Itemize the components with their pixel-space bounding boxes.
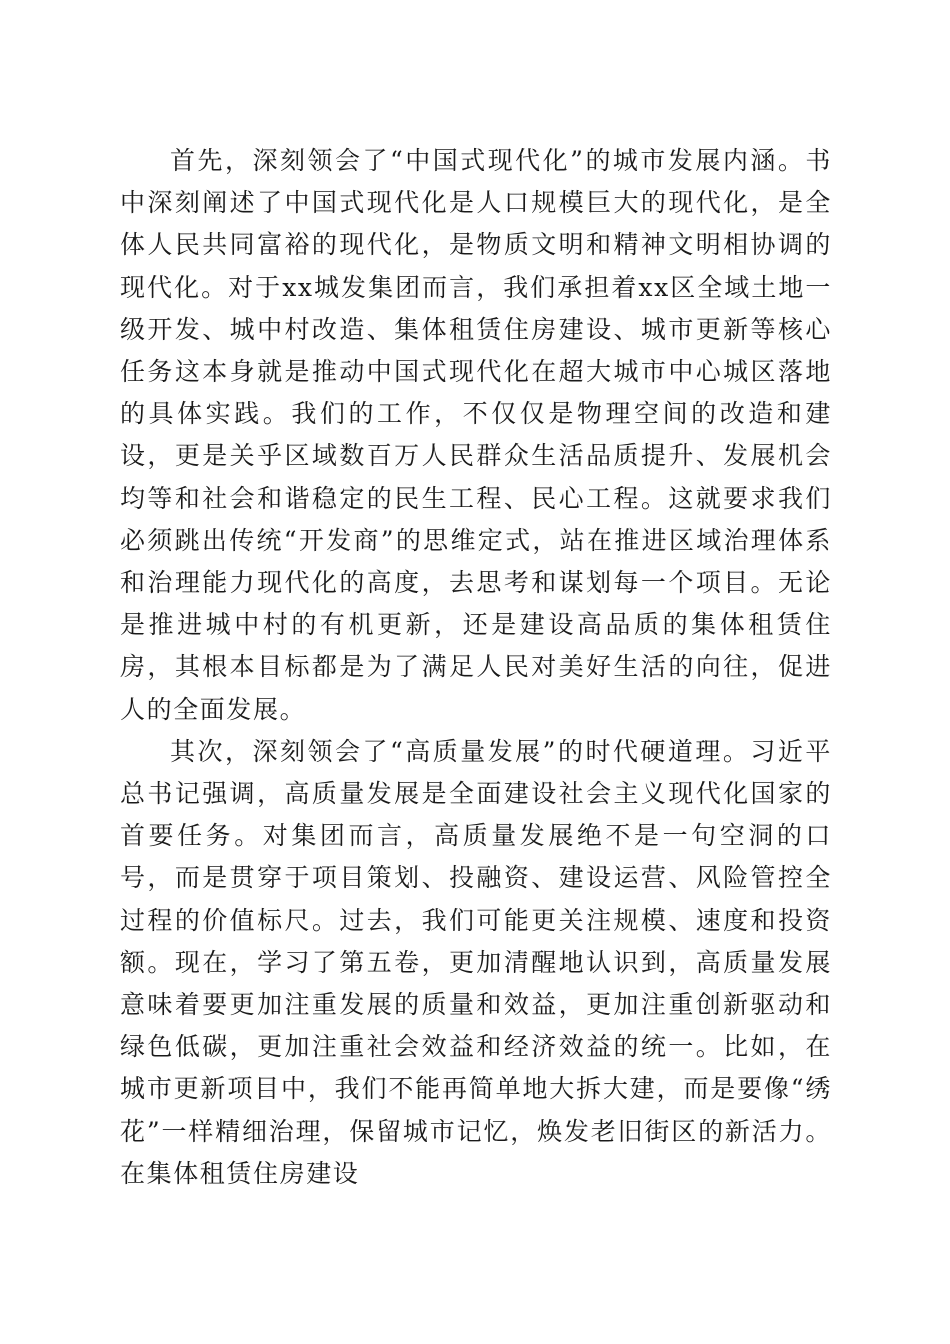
paragraph-1: 首先，深刻领会了“中国式现代化”的城市发展内涵。书中深刻阐述了中国式现代化是人口规模巨大的现代化，是全体人民共同富裕的现代化，是物质文明和精神文明相协调的现代化。对于xx城发集团而言，我们承担着xx区全域土地一级开发、城中村改造、集体租赁住房建设、城市更新等核心任务这本身就是推动中国式现代化在超大城市中心城区落地的具体实践。我们的工作，不仅仅是物理空间的改造和建设，更是关乎区域数百万人民群众生活品质提升、发展机会均等和社会和谐稳定的民生工程、民心工程。这就要求我们必须跳出传统“开发商”的思维定式，站在推进区域治理体系和治理能力现代化的高度，去思考和谋划每一个项目。无论是推进城中村的有机更新，还是建设高品质的集体租赁住房，其根本目标都是为了满足人民对美好生活的向往，促进人的全面发展。 (120, 146, 832, 724)
paragraph-2: 其次，深刻领会了“高质量发展”的时代硬道理。习近平总书记强调，高质量发展是全面建设社会主义现代化国家的首要任务。对集团而言，高质量发展绝不是一句空洞的口号，而是贯穿于项目策划、投融资、建设运营、风险管控全过程的价值标尺。过去，我们可能更关注规模、速度和投资额。现在，学习了第五卷，更加清醒地认识到，高质量发展意味着要更加注重发展的质量和效益，更加注重创新驱动和绿色低碳，更加注重社会效益和经济效益的统一。比如，在城市更新项目中，我们不能再简单地大拆大建，而是要像“绣花”一样精细治理，保留城市记忆，焕发老旧街区的新活力。在集体租赁住房建设 (120, 736, 832, 1188)
document-body (120, 140, 832, 1195)
